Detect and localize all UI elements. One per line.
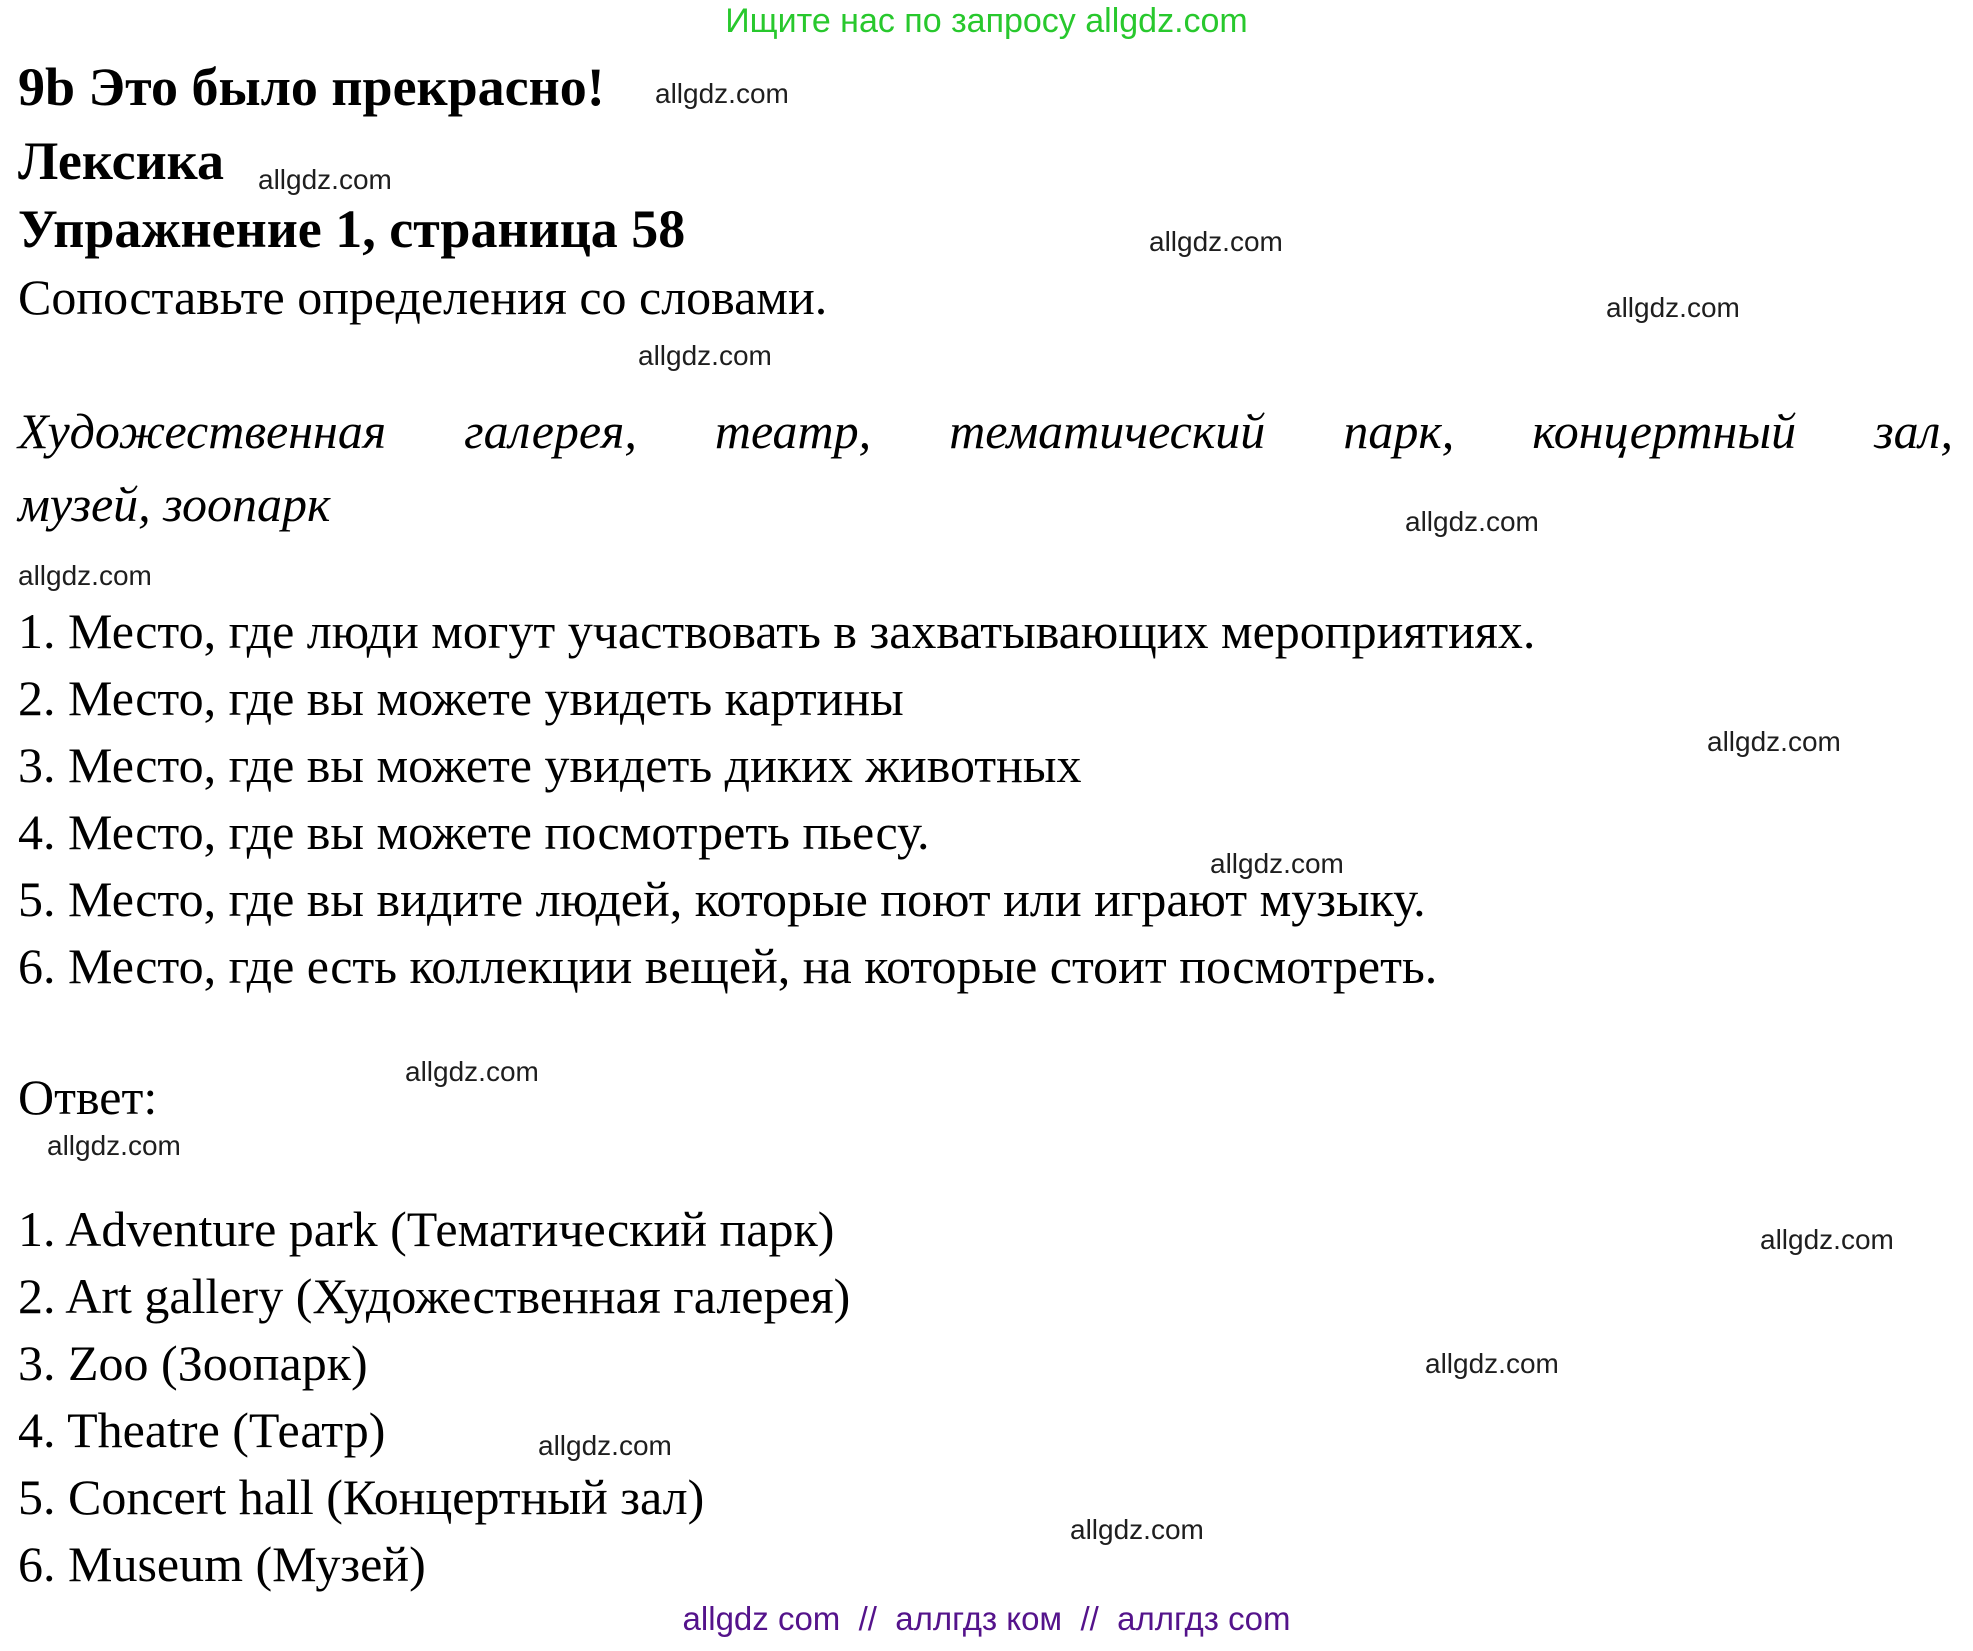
watermark: allgdz.com [1606, 292, 1740, 323]
watermark: allgdz.com [538, 1430, 672, 1461]
definitions-list [18, 598, 1535, 1000]
watermark: allgdz.com [1149, 226, 1283, 257]
watermark: allgdz.com [1405, 506, 1539, 537]
site-banner: Ищите нас по запросу allgdz.com [725, 2, 1248, 40]
definition-item: 6. Место, где есть коллекции вещей, на которые стоит посмотреть. [18, 938, 1438, 994]
watermark: allgdz.com [1425, 1348, 1559, 1379]
word-bank-word: зал, [1874, 403, 1953, 459]
answer-label: Ответ: [18, 1069, 158, 1125]
exercise-title: Упражнение 1, страница 58 [18, 199, 686, 259]
watermark: allgdz.com [258, 164, 392, 195]
watermark: allgdz.com [1210, 848, 1344, 879]
definition-item: 1. Место, где люди могут участвовать в захватывающих мероприятиях. [18, 603, 1536, 659]
watermark: allgdz.com [638, 340, 772, 371]
watermark: allgdz.com [1070, 1514, 1204, 1545]
definition-item: 2. Место, где вы можете увидеть картины [18, 670, 904, 726]
section-title: Лексика [18, 131, 224, 191]
watermark: allgdz.com [405, 1056, 539, 1087]
watermark: allgdz.com [18, 560, 152, 591]
watermark: allgdz.com [1707, 726, 1841, 757]
answers-list [18, 1196, 850, 1598]
answer-item: 2. Art gallery (Художественная галерея) [18, 1268, 851, 1324]
task-text: Сопоставьте определения со словами. [18, 269, 828, 325]
word-bank-word: Художественная [18, 403, 387, 459]
answer-item: 1. Adventure park (Тематический парк) [18, 1201, 835, 1257]
answer-item: 3. Zoo (Зоопарк) [18, 1335, 368, 1391]
definition-item: 3. Место, где вы можете увидеть диких животных [18, 737, 1082, 793]
watermark: allgdz.com [655, 78, 789, 109]
word-bank-word: парк, [1343, 403, 1455, 459]
word-bank-word: концертный [1532, 403, 1797, 459]
word-bank-line1 [18, 402, 1953, 460]
definition-item: 5. Место, где вы видите людей, которые поют или играют музыку. [18, 871, 1426, 927]
page-title: 9b Это было прекрасно! [18, 57, 605, 117]
answer-item: 6. Museum (Музей) [18, 1536, 426, 1592]
answer-item: 4. Theatre (Театр) [18, 1402, 386, 1458]
word-bank-line2: музей, зоопарк [18, 476, 331, 532]
site-footer: allgdz com // аллгдз ком // аллгдз com [682, 1600, 1291, 1637]
word-bank [18, 402, 1953, 533]
definition-item: 4. Место, где вы можете посмотреть пьесу. [18, 804, 930, 860]
answer-item: 5. Concert hall (Концертный зал) [18, 1469, 705, 1525]
word-bank-word: галерея, [464, 403, 637, 459]
word-bank-word: тематический [949, 403, 1266, 459]
word-bank-word: театр, [714, 403, 872, 459]
watermark: allgdz.com [1760, 1224, 1894, 1255]
watermark: allgdz.com [47, 1130, 181, 1161]
